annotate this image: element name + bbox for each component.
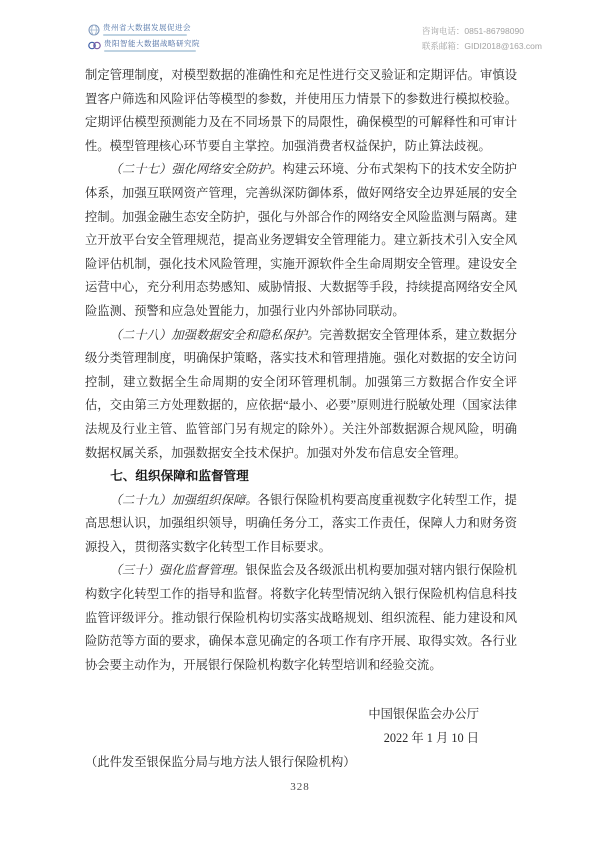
email-value: GIDI2018@163.com — [464, 41, 542, 51]
institute-logo-label: 贵阳智能大数据战略研究院 — [104, 39, 200, 48]
page-header — [88, 24, 542, 54]
paragraph-30-lead: （三十）强化监督管理。 — [109, 563, 246, 578]
document-body — [85, 64, 517, 774]
paragraph-30-text: 银保监会及各级派出机构要加强对辖内银行保险机构数字化转型工作的指导和监督。将数字化转型情况纳入银行保险机构信息科技监管评级评分。推动银行保险机构切实落实战略规划、组织流程、能力建设和风险防范等方面的要求，确保本意见确定的各项工作有序开展、取得实效。各行业协会要主动作为，开展银行保险机构数字化转型培训和经验交流。 — [85, 563, 517, 672]
spiral-logo-icon — [88, 40, 101, 51]
paragraph-29 — [85, 489, 517, 560]
paragraph-28-text: 完善数据安全管理体系，建立数据分级分类管理制度，明确保护策略，落实技术和管理措施。强化对数据的安全访问控制，建立数据全生命周期的安全闭环管理机制。加强第三方数据合作安全评估，交由第三方处理数据的，应依据“最小、必要”原则进行脱敏处理（国家法律法规及行业主管、监管部门另有规定的除外）。关注外部数据源合规风险，明确数据权属关系，加强数据安全技术保护。加强对外发布信息安全管理。 — [85, 327, 517, 460]
distribution-note: （此件发至银保监分局与地方法人银行保险机构） — [85, 754, 356, 769]
contact-phone-line — [422, 24, 542, 39]
paragraph-30 — [85, 559, 517, 677]
contact-info — [422, 24, 542, 54]
paragraph-27-text: 构建云环境、分布式架构下的技术安全防护体系，加强互联网资产管理，完善纵深防御体系，做好网络安全边界延展的安全控制。加强金融生态安全防护，强化与外部合作的网络安全风险监测与隔离。建立开放平台安全管理规范，提高业务逻辑安全管理能力。建立新技术引入安全风险评估机制，强化技术风险管理，实施开源软件全生命周期安全管理。建设安全运营中心，充分利用态势感知、威胁情报、大数据等手段，持续提高网络安全风险监测、预警和应急处置能力，加强行业内外部协同联动。 — [85, 162, 517, 318]
paragraph-continuation: 制定管理制度，对模型数据的准确性和充足性进行交叉验证和定期评估。审慎设置客户筛选和风险评估等模型的参数，并使用压力情景下的参数进行模拟校验。定期评估模型预测能力及在不同场景下的局限性，确保模型的可解释性和可审计性。模型管理核心环节要自主掌控。加强消费者权益保护，防止算法歧视。 — [85, 68, 517, 153]
paragraph-29-lead: （二十九）加强组织保障。 — [109, 492, 258, 507]
signature-date: 2022 年 1 月 10 日 — [383, 731, 479, 746]
section-heading: 七、组织保障和监督管理 — [110, 469, 249, 484]
paragraph-27-lead: （二十七）强化网络安全防护。 — [109, 162, 283, 177]
org-logos — [88, 24, 200, 52]
paragraph-28 — [85, 324, 517, 466]
association-logo-label: 贵州省大数据发展促进会 — [103, 23, 191, 33]
institute-logo-tagline — [104, 50, 196, 52]
institute-logo — [88, 40, 200, 52]
paragraph-27 — [85, 158, 517, 323]
association-logo — [88, 24, 200, 36]
phone-value: 0851-86798090 — [464, 26, 524, 36]
globe-logo-icon — [88, 24, 100, 36]
paragraph-28-lead: （二十八）加强数据安全和隐私保护。 — [109, 327, 320, 342]
signature: 中国银保监会办公厅 — [368, 707, 479, 722]
paragraph-29-text: 各银行保险机构要高度重视数字化转型工作，提高思想认识，加强组织领导，明确任务分工，落实工作责任，保障人力和财务资源投入，贯彻落实数字化转型工作目标要求。 — [85, 492, 517, 554]
page-number: 328 — [290, 781, 310, 793]
closing-block — [85, 703, 517, 774]
phone-label: 咨询电话： — [421, 26, 465, 36]
email-label: 联系邮箱： — [421, 41, 465, 51]
contact-email-line — [422, 39, 542, 54]
association-logo-tagline — [103, 34, 187, 36]
